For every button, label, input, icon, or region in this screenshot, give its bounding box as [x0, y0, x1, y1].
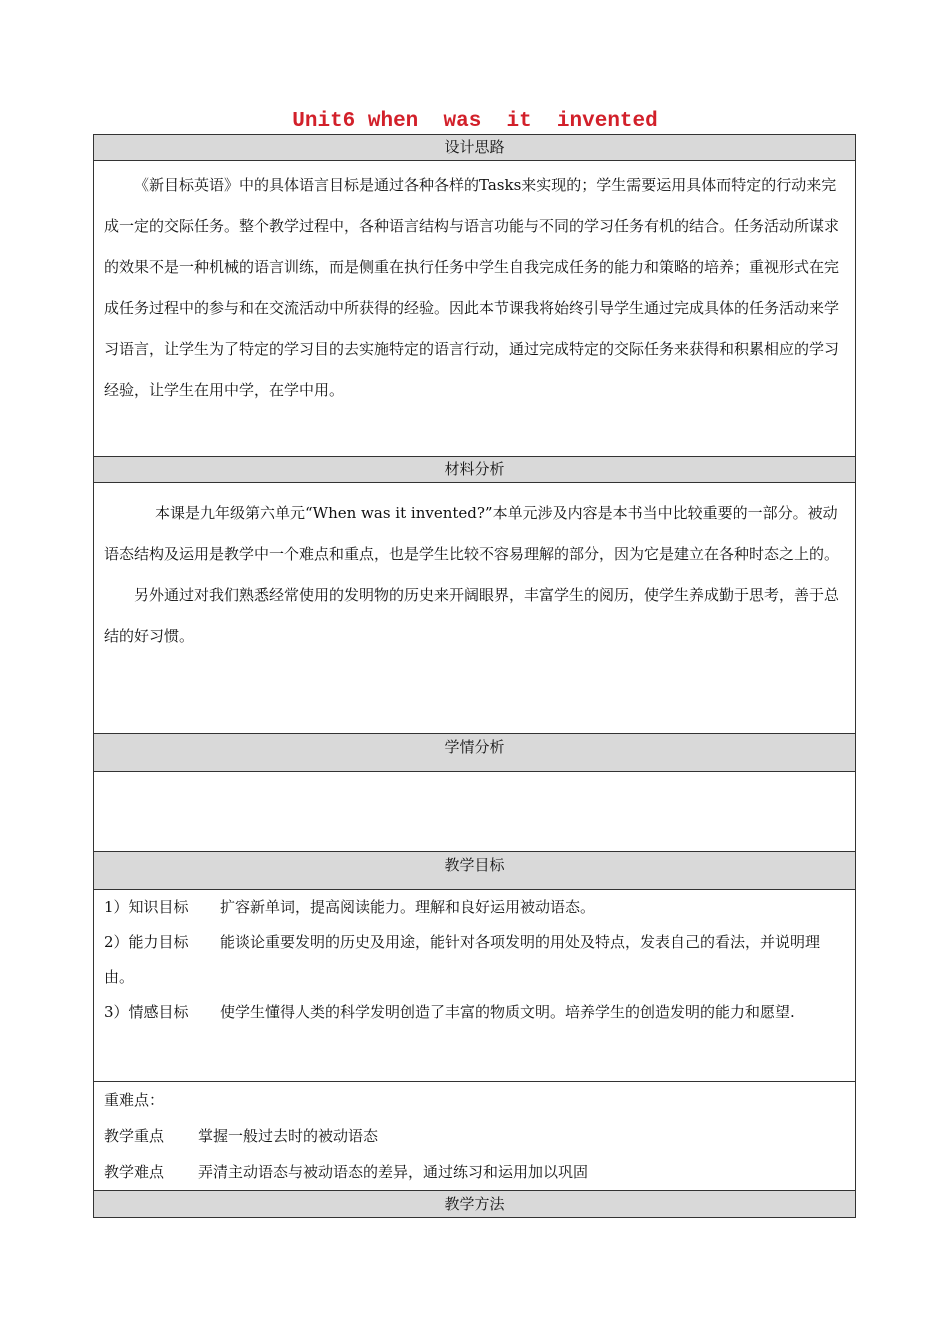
students-header-label: 学情分析	[444, 738, 505, 756]
material-text-1: 本课是九年级第六单元“When was it invented?”本单元涉及内容是本书当中比较重要的一部分。被动语态结构及运用是教学中一个难点和重点，也是学生比较不容易理解的部分，因为它是建立在各种时态之上的。	[104, 504, 840, 563]
key-points-row	[94, 1082, 856, 1191]
students-body	[94, 772, 856, 852]
goals-header	[94, 852, 856, 890]
students-body-row	[94, 772, 856, 852]
lesson-plan-table	[93, 134, 856, 1218]
document-title: Unit6 when was it invented	[292, 110, 658, 133]
goal-label: 2）能力目标	[104, 933, 189, 951]
method-header-row	[94, 1191, 856, 1218]
students-header	[94, 734, 856, 772]
material-header-label: 材料分析	[444, 460, 505, 478]
goal-item-ability	[94, 925, 855, 995]
key-points-intro: 重难点：	[104, 1091, 165, 1109]
goal-text: 扩容新单词，提高阅读能力。理解和良好运用被动语态。	[220, 898, 596, 916]
goal-text: 使学生懂得人类的科学发明创造了丰富的物质文明。培养学生的创造发明的能力和愿望.	[220, 1003, 795, 1021]
key-point-label: 教学难点	[104, 1163, 165, 1181]
key-point-focus	[94, 1118, 855, 1154]
design-body-row	[94, 161, 856, 457]
design-header	[94, 135, 856, 161]
key-point-text: 掌握一般过去时的被动语态	[198, 1127, 379, 1145]
material-header	[94, 457, 856, 483]
goals-body	[94, 890, 856, 1082]
key-point-difficulty	[94, 1154, 855, 1190]
goal-label: 1）知识目标	[104, 898, 189, 916]
students-header-row	[94, 734, 856, 772]
design-body	[94, 161, 856, 457]
goals-header-row	[94, 852, 856, 890]
goals-body-row	[94, 890, 856, 1082]
goal-item-emotion	[94, 995, 855, 1030]
goal-label: 3）情感目标	[104, 1003, 189, 1021]
design-text: 《新目标英语》中的具体语言目标是通过各种各样的Tasks来实现的；学生需要运用具体而特定的行动来完成一定的交际任务。整个教学过程中，各种语言结构与语言功能与不同的学习任务有机的结合。任务活动所谋求的效果不是一种机械的语言训练，而是侧重在执行任务中学生自我完成任务的能力和策略的培养；重视形式在完成任务过程中的参与和在交流活动中所获得的经验。因此本节课我将始终引导学生通过完成具体的任务活动来学习语言，让学生为了特定的学习目的去实施特定的语言行动，通过完成特定的交际任务来获得和积累相应的学习经验，让学生在用中学，在学中用。	[104, 176, 840, 399]
method-header-label: 教学方法	[444, 1195, 505, 1213]
goals-header-label: 教学目标	[444, 856, 505, 874]
goal-item-knowledge	[94, 890, 855, 925]
material-header-row	[94, 457, 856, 483]
key-point-label: 教学重点	[104, 1127, 165, 1145]
material-text-2: 另外通过对我们熟悉经常使用的发明物的历史来开阔眼界，丰富学生的阅历，使学生养成勤于思考，善于总结的好习惯。	[104, 586, 840, 645]
material-body	[94, 483, 856, 734]
material-body-row	[94, 483, 856, 734]
goal-text: 能谈论重要发明的历史及用途，能针对各项发明的用处及特点，发表自己的看法，并说明理由。	[104, 933, 821, 986]
key-point-text: 弄清主动语态与被动语态的差异，通过练习和运用加以巩固	[198, 1163, 589, 1181]
method-header	[94, 1191, 856, 1218]
design-header-label: 设计思路	[444, 138, 505, 156]
design-header-row	[94, 135, 856, 161]
key-points-body	[94, 1082, 856, 1191]
